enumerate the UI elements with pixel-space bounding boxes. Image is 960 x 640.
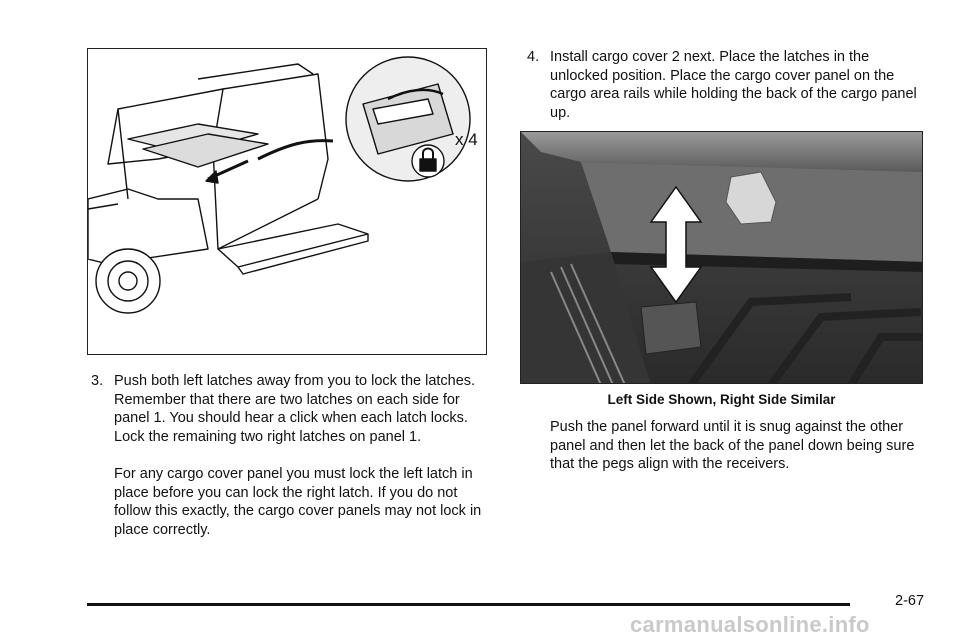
step-4 [527, 48, 927, 122]
latch-order-note: For any cargo cover panel you must lock the left latch in place before you can lock the right latch. If you do not follow this exactly, the cargo cover panels may not lock in place correctly. [114, 466, 482, 538]
multiplier-label: x 4 [455, 130, 478, 149]
step-4-text: Install cargo cover 2 next. Place the latches in the unlocked position. Place the cargo cover panel on the cargo area rails while holding the back of the cargo panel up. [550, 49, 917, 121]
truck-cargo-cover-illustration [87, 48, 487, 355]
photo-rendering [521, 132, 923, 384]
watermark: carmanualsonline.info [630, 612, 870, 637]
step-3 [91, 372, 491, 446]
cargo-panel-photo [520, 131, 923, 384]
push-panel-note: Push the panel forward until it is snug against the other panel and then let the back of the panel down being sure that the pegs align with the receivers. [550, 419, 915, 472]
step-4-number: 4. [527, 49, 540, 65]
step-3-text: Push both left latches away from you to lock the latches. Remember that there are two latches on each side for panel 1. You should hear a click when each latch locks. Lock the remaining two right latches on panel 1. [114, 373, 476, 445]
photo-caption: Left Side Shown, Right Side Similar [607, 392, 836, 407]
page-number: 2-67 [895, 593, 925, 609]
step-3-number: 3. [91, 373, 104, 389]
truck-bed-drawing [88, 49, 487, 355]
footer-rule [87, 603, 850, 606]
